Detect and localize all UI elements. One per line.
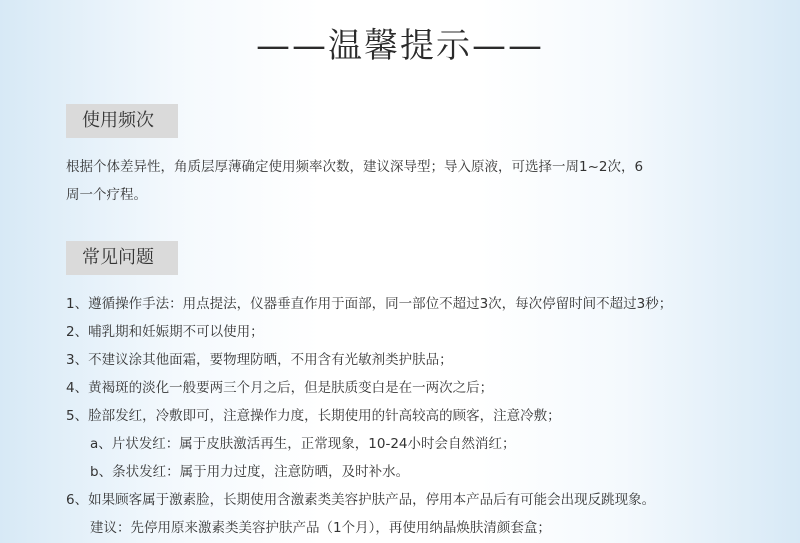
faq-item-1: 1、遵循操作手法：用点提法，仪器垂直作用于面部，同一部位不超过3次，每次停留时间不超过3秒； xyxy=(66,296,673,312)
faq-item-5: 5、脸部发红，冷敷即可，注意操作力度，长期使用的针高较高的顾客，注意冷敷； xyxy=(66,408,561,424)
page-title: ——温馨提示—— xyxy=(256,26,544,66)
faq-item-6-suggestion: 建议：先停用原来激素类美容护肤产品（1个月），再使用纳晶焕肤清颜套盒； xyxy=(90,520,551,536)
faq-item-4: 4、黄褐斑的淡化一般要两三个月之后，但是肤质变白是在一两次之后； xyxy=(66,380,494,396)
faq-item-6: 6、如果顾客属于激素脸，长期使用含激素类美容护肤产品，停用本产品后有可能会出现反跳现象。 xyxy=(66,492,656,508)
faq-item-5b: b、条状发红：属于用力过度，注意防晒，及时补水。 xyxy=(90,464,410,480)
faq-section-heading: 常见问题 xyxy=(66,241,178,275)
faq-item-5a: a、片状发红：属于皮肤激活再生，正常现象，10-24小时会自然消红； xyxy=(90,436,516,452)
usage-text-line-2: 周一个疗程。 xyxy=(66,187,147,203)
usage-text-line-1: 根据个体差异性，角质层厚薄确定使用频率次数，建议深导型；导入原液，可选择一周1~2次，6 xyxy=(66,159,644,175)
faq-item-2: 2、哺乳期和妊娠期不可以使用； xyxy=(66,324,264,340)
faq-item-3: 3、不建议涂其他面霜，要物理防晒，不用含有光敏剂类护肤品； xyxy=(66,352,453,368)
usage-section-heading: 使用频次 xyxy=(66,104,178,138)
